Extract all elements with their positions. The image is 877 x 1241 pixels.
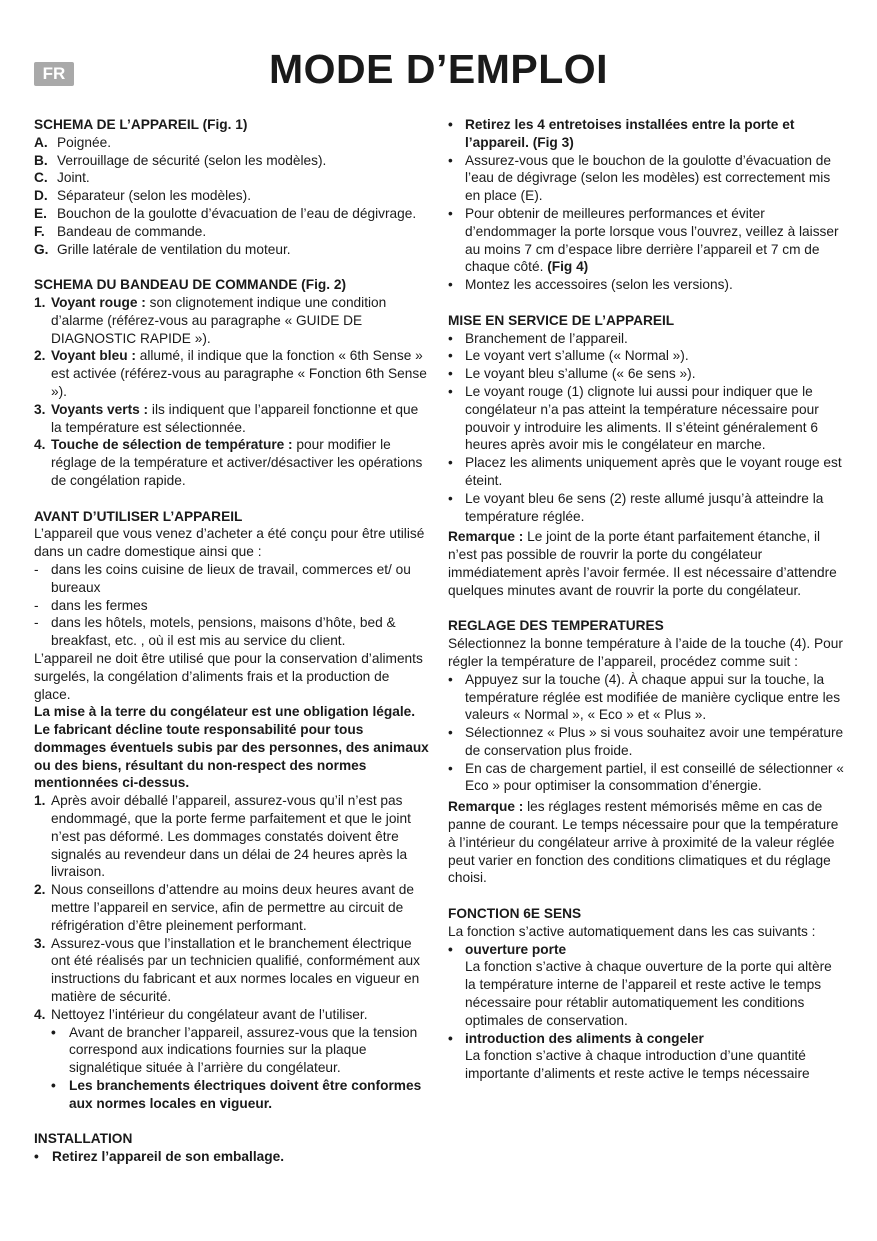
- list-item: • ouverture porte La fonction s’active à chaque ouverture de la porte qui altère la température interne de l’appareil et reste active le temps nécessaire pour rétablir automatiquement les conditions optimales de conservation.: [448, 941, 832, 1028]
- list-item: • Placez les aliments uniquement après que le voyant rouge est éteint.: [448, 455, 842, 488]
- list-item: 2. Nous conseillons d’attendre au moins deux heures avant de mettre l’appareil en service, afin de permettre au circuit de réfrigération d’être pleinement performant.: [34, 882, 414, 933]
- list-item: C. Joint.: [34, 170, 90, 186]
- list-item: - dans les coins cuisine de lieux de travail, commerces et/ ou bureaux: [34, 561, 411, 595]
- list-item: E. Bouchon de la goulotte d’évacuation de l’eau de dégivrage.: [34, 205, 417, 221]
- list-item: 2. Voyant bleu : allumé, il indique que la fonction « 6th Sense » est activée (référez-vous au paragraphe « Fonction 6th Sense »).: [34, 348, 427, 399]
- section-schema: [34, 116, 429, 258]
- section-heading: AVANT D’UTILISER L’APPAREIL: [34, 508, 243, 524]
- section-heading: MISE EN SERVICE DE L’APPAREIL: [448, 312, 675, 328]
- section-installation: [34, 1130, 429, 1166]
- section-reglage: [448, 617, 846, 887]
- warning-paragraph: La mise à la terre du congélateur est une obligation légale. Le fabricant décline toute responsabilité pour tous dommages éventuels subis par des personnes, des animaux ou des biens, résultant du non-respect des normes mentionnées ci-dessus.: [34, 704, 429, 791]
- list-item: F. Bandeau de commande.: [34, 223, 207, 239]
- list-item: 1. Après avoir déballé l’appareil, assurez-vous qu’il n’est pas endommagé, que la porte ferme parfaitement et que le joint n’est pas déformé. Les dommages constatés doivent être signalés au revendeur dans un délai de 24 heures après la livraison.: [34, 793, 411, 880]
- section-installation-cont: [448, 116, 846, 294]
- section-fonction-6e-sens: [448, 905, 846, 1083]
- section-heading: FONCTION 6E SENS: [448, 906, 582, 922]
- list-item: G. Grille latérale de ventilation du moteur.: [34, 241, 291, 257]
- paragraph: L’appareil ne doit être utilisé que pour la conservation d’aliments surgelés, la congélation d’aliments frais et la production de glace.: [34, 650, 423, 702]
- list-item: A. Poignée.: [34, 134, 112, 150]
- remark-paragraph: Remarque : Le joint de la porte étant parfaitement étanche, il n’est pas possible de rouvrir la porte du congélateur immédiatement après l’avoir fermée. Il est nécessaire d’attendre quelques minutes avant de rouvrir la porte du congélateur.: [448, 529, 837, 598]
- list-item: D. Séparateur (selon les modèles).: [34, 188, 252, 204]
- section-bandeau: [34, 276, 429, 490]
- list-item: • introduction des aliments à congeler La fonction s’active à chaque introduction d’une quantité importante d’aliments et reste active le temps nécessaire: [448, 1030, 810, 1082]
- list-item: 3. Assurez-vous que l’installation et le branchement électrique ont été réalisés par un technicien qualifié, conformément aux instructions du fabricant et aux normes locales en vigueur en matière de sécurité.: [34, 935, 421, 1005]
- paragraph: L’appareil que vous venez d’acheter a été conçu pour être utilisé dans un cadre domestique ainsi que :: [34, 526, 425, 560]
- section-heading: INSTALLATION: [34, 1131, 133, 1147]
- list-item: 4. Touche de sélection de température : pour modifier le réglage de la température et activer/désactiver les opérations de congélation rapide.: [34, 437, 423, 488]
- page-title: MODE D’EMPLOI: [268, 46, 609, 92]
- section-mise-en-service: [448, 312, 846, 600]
- remark-paragraph: Remarque : les réglages restent mémorisés même en cas de panne de courant. Le temps nécessaire pour que la température à l’intérieur du congélateur arrive à proximité de la valeur réglée peut varier en fonction des conditions climatiques et du réglage choisi.: [448, 799, 839, 886]
- list-item: • Appuyez sur la touche (4). À chaque appui sur la touche, la température réglée est modifiée de manière cyclique entre les valeurs « Normal », « Eco » et « Plus ».: [448, 671, 841, 723]
- section-avant: [34, 508, 429, 1113]
- list-item: 3. Voyants verts : ils indiquent que l’appareil fonctionne et que la température est sélectionnée.: [34, 401, 419, 435]
- paragraph: Sélectionnez la bonne température à l’aide de la touche (4). Pour régler la température de l’appareil, procédez comme suit :: [448, 636, 843, 669]
- list-item: 1. Voyant rouge : son clignotement indique une condition d’alarme (référez-vous au paragraphe « GUIDE DE DIAGNOSTIC RAPIDE »).: [34, 294, 387, 346]
- right-column: [448, 116, 846, 1083]
- list-item: • Montez les accessoires (selon les versions).: [448, 277, 733, 293]
- list-item: • Avant de brancher l’appareil, assurez-vous que la tension correspond aux indications fournies sur la plaque signalétique située à l’arrière du congélateur.: [51, 1024, 418, 1076]
- section-heading: SCHEMA DU BANDEAU DE COMMANDE (Fig. 2): [34, 277, 347, 293]
- list-item: • Assurez-vous que le bouchon de la goulotte d’évacuation de l’eau de dégivrage (selon les modèles) est correctement mis en place (E).: [448, 152, 832, 204]
- list-item: • Pour obtenir de meilleures performances et éviter d’endommager la porte lorsque vous l’ouvrez, veillez à laisser au moins 7 cm d’espace libre derrière l’appareil et 7 cm de chaque côté. (Fig 4): [448, 205, 839, 275]
- paragraph: La fonction s’active automatiquement dans les cas suivants :: [448, 923, 816, 939]
- list-item: • Branchement de l’appareil.: [448, 330, 628, 346]
- list-item: B. Verrouillage de sécurité (selon les modèles).: [34, 152, 327, 168]
- list-item: • En cas de chargement partiel, il est conseillé de sélectionner « Eco » pour optimiser la consommation d’énergie.: [448, 760, 844, 794]
- list-item: - dans les fermes: [34, 597, 148, 613]
- list-item: - dans les hôtels, motels, pensions, maisons d’hôte, bed & breakfast, etc. , où il est mis au service du client.: [34, 615, 396, 649]
- section-heading: REGLAGE DES TEMPERATURES: [448, 618, 664, 634]
- list-item: • Retirez les 4 entretoises installées entre la porte et l’appareil. (Fig 3): [448, 117, 795, 150]
- left-column: [34, 116, 429, 1166]
- language-badge: FR: [34, 62, 74, 86]
- list-item: • Les branchements électriques doivent être conformes aux normes locales en vigueur.: [51, 1078, 422, 1111]
- list-item: • Le voyant bleu s’allume (« 6e sens »).: [448, 366, 696, 382]
- list-item: • Retirez l’appareil de son emballage.: [34, 1149, 285, 1165]
- list-item: • Le voyant vert s’allume (« Normal »).: [448, 348, 689, 364]
- section-heading: SCHEMA DE L’APPAREIL (Fig. 1): [34, 117, 248, 132]
- list-item: 4. Nettoyez l’intérieur du congélateur avant de l’utiliser.: [34, 1006, 368, 1022]
- list-item: • Le voyant rouge (1) clignote lui aussi pour indiquer que le congélateur n’a pas atteint la température nécessaire pour pouvoir y introduire les aliments. Il s’éteint généralement 6 heures après avoir mis le congélateur en marche.: [448, 383, 819, 453]
- list-item: • Sélectionnez « Plus » si vous souhaitez avoir une température de conservation plus froide.: [448, 725, 844, 758]
- list-item: • Le voyant bleu 6e sens (2) reste allumé jusqu’à atteindre la température réglée.: [448, 490, 824, 524]
